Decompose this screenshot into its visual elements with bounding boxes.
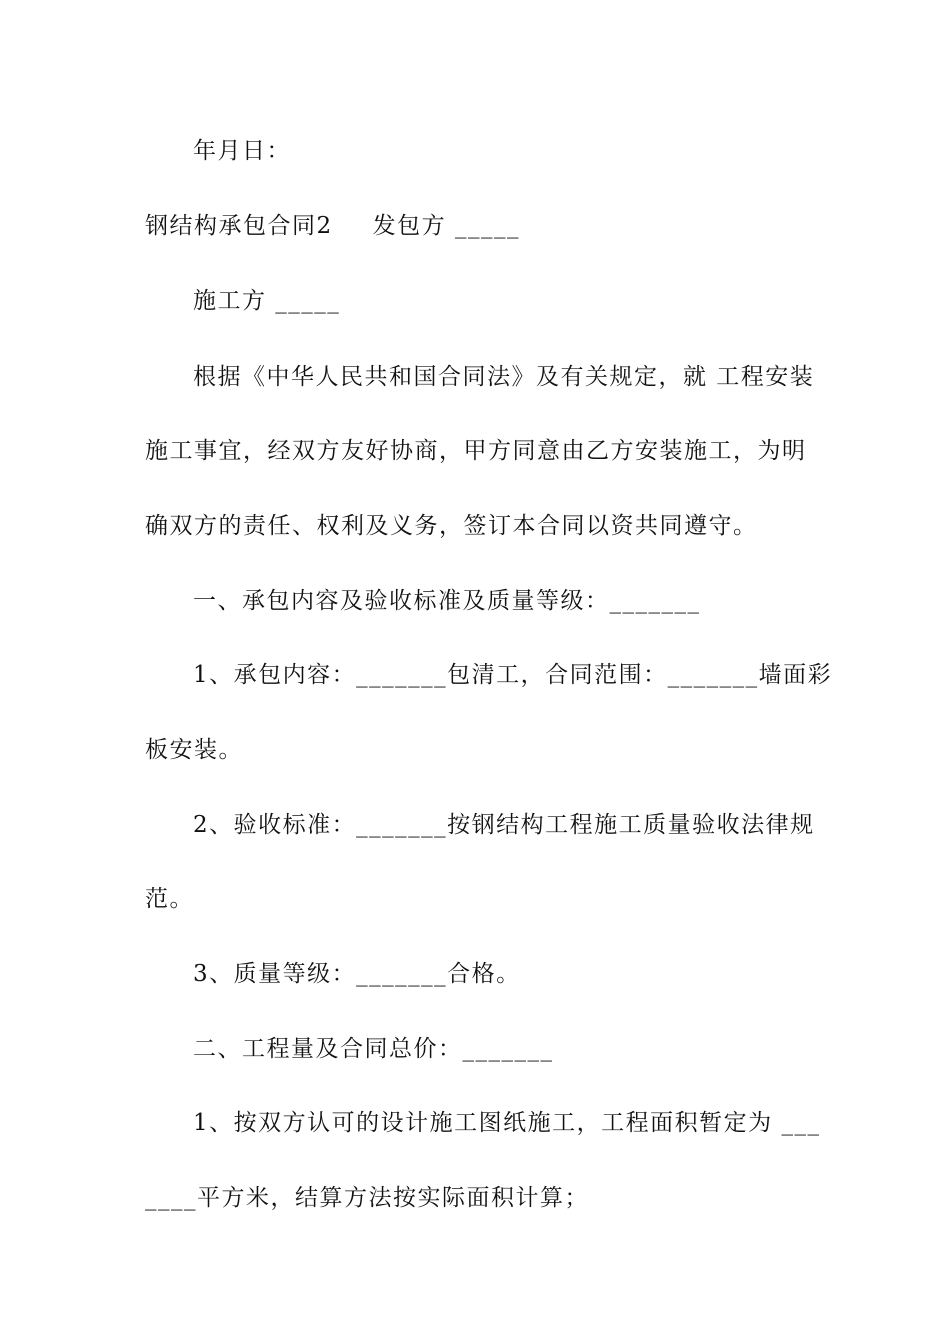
section1-item2-line2: 范。 [145, 886, 194, 912]
section1-heading: 一、承包内容及验收标准及质量等级：_______ [193, 588, 701, 614]
section2-item1-line1: 1、按双方认可的设计施工图纸施工，工程面积暂定为 ___ [193, 1110, 821, 1136]
employer-label: 发包方 _____ [372, 213, 520, 239]
intro-line-2: 施工事宜，经双方友好协商，甲方同意由乙方安装施工，为明 [145, 438, 807, 464]
section1-item1-line1: 1、承包内容：_______包清工，合同范围：_______墙面彩 [193, 662, 833, 688]
section1-item1-line2: 板安装。 [145, 737, 243, 763]
intro-line-1: 根据《中华人民共和国合同法》及有关规定，就 工程安装 [193, 364, 815, 390]
section2-item1-line2: ____平方米，结算方法按实际面积计算； [145, 1185, 589, 1211]
date-line: 年月日： [193, 138, 291, 164]
document-title: 钢结构承包合同2 [145, 213, 333, 239]
intro-line-3: 确双方的责任、权利及义务，签订本合同以资共同遵守。 [145, 513, 758, 539]
section1-item2-line1: 2、验收标准：_______按钢结构工程施工质量验收法律规 [193, 812, 815, 838]
section2-heading: 二、工程量及合同总价：_______ [193, 1036, 554, 1062]
title-line [145, 211, 810, 241]
contractor-label: 施工方 _____ [193, 288, 341, 314]
section1-item3: 3、质量等级：_______合格。 [193, 961, 521, 987]
